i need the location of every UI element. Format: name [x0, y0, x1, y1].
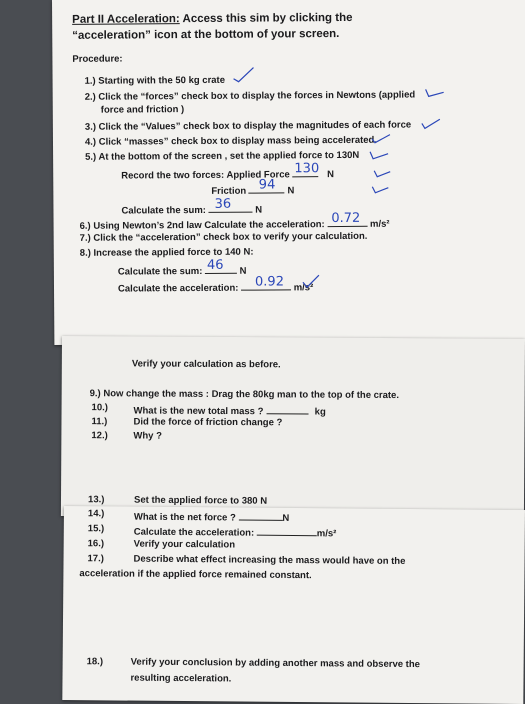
step-8: 8.) Increase the applied force to 140 N:	[79, 246, 254, 259]
worksheet-page-top	[52, 0, 525, 345]
worksheet-page-middle	[61, 336, 525, 519]
friction-blank	[249, 177, 285, 193]
sum2-blank	[205, 257, 237, 274]
accel-value: 0.72	[331, 210, 361, 227]
intro-text-2: “acceleration” icon at the bottom of your screen.	[72, 27, 340, 42]
q15-line	[134, 524, 337, 540]
step-2a: 2.) Click the “forces” check box to display the forces in Newtons (applied	[84, 89, 416, 103]
q18-number: 18.)	[86, 656, 104, 668]
sum-line	[121, 196, 263, 217]
q10-text: What is the new total mass ?	[133, 405, 264, 418]
worksheet-page-bottom	[62, 494, 525, 704]
step-3: 3.) Click the “Values” check box to display the magnitudes of each force	[84, 119, 412, 133]
q14-line	[134, 509, 290, 524]
check-mark-icon	[232, 67, 254, 83]
unit-newton: N	[327, 169, 334, 181]
check-mark-icon	[302, 274, 320, 288]
check-mark-icon	[421, 117, 441, 129]
step-6: 6.) Using Newton’s 2nd law Calculate the acceleration:	[79, 219, 325, 232]
procedure-label: Procedure:	[72, 53, 123, 65]
record-label: Record the two forces: Applied Force	[121, 169, 290, 182]
sum-label: Calculate the sum:	[121, 204, 206, 217]
sum2-line	[117, 257, 247, 278]
q14-text: What is the net force ?	[133, 511, 236, 524]
step-5: 5.) At the bottom of the screen , set the applied force to 130N	[85, 149, 360, 163]
q16-number: 16.)	[87, 538, 105, 550]
q15-blank	[257, 525, 317, 537]
q12-text: Why ?	[133, 430, 162, 442]
step-1: 1.) Starting with the 50 kg crate	[84, 74, 226, 87]
q17-text: Describe what effect increasing the mass would have on the	[133, 553, 406, 567]
unit-ms2: m/s²	[316, 528, 337, 540]
step-2b: force and friction )	[100, 104, 185, 116]
verify-text: Verify your calculation as before.	[131, 358, 281, 371]
sum-blank	[209, 196, 253, 213]
q12-number: 12.)	[91, 430, 108, 442]
unit-ms2: m/s²	[293, 282, 314, 294]
q14-blank	[238, 510, 282, 521]
sum-value: 36	[214, 196, 232, 212]
q14-number: 14.)	[87, 508, 105, 520]
check-mark-icon	[373, 168, 391, 178]
check-mark-icon	[371, 184, 389, 194]
part-heading: Part II Acceleration:	[72, 13, 180, 26]
q15-number: 15.)	[87, 523, 105, 535]
q18-text-2: resulting acceleration.	[130, 672, 232, 685]
unit-newton: N	[287, 185, 295, 197]
q10-line	[134, 402, 326, 417]
heading-line	[72, 12, 352, 26]
q10-blank	[266, 403, 308, 414]
applied-force-value: 130	[294, 161, 320, 177]
unit-newton: N	[282, 512, 290, 524]
q16-text: Verify your calculation	[133, 538, 236, 551]
unit-ms2: m/s²	[369, 218, 390, 230]
step-9: 9.) Now change the mass : Drag the 80kg man to the top of the crate.	[89, 388, 400, 402]
q13-text: Set the applied force to 380 N	[134, 494, 268, 507]
record-forces-line	[121, 161, 334, 182]
check-mark-icon	[425, 85, 445, 97]
accel2-blank	[241, 274, 291, 290]
unit-kg: kg	[314, 406, 326, 418]
accel-blank	[327, 210, 367, 227]
accel2-value: 0.92	[254, 274, 285, 290]
unit-newton: N	[239, 265, 247, 277]
step-7: 7.) Click the “acceleration” check box to verify your calculation.	[79, 230, 368, 244]
q17-text-2: acceleration if the applied force remained constant.	[79, 568, 312, 582]
sum2-value: 46	[206, 257, 224, 273]
check-mark-icon	[369, 148, 389, 160]
q15-text: Calculate the acceleration:	[133, 526, 255, 539]
intro-text-1: Access this sim by clicking the	[179, 11, 353, 26]
q13-number: 13.)	[88, 494, 105, 506]
q17-number: 17.)	[87, 553, 104, 565]
q11-number: 11.)	[91, 416, 108, 428]
accel2-label: Calculate the acceleration:	[117, 282, 239, 295]
friction-line	[211, 177, 295, 197]
accel2-line	[117, 274, 314, 295]
applied-force-blank	[292, 161, 320, 177]
friction-value: 94	[258, 177, 276, 193]
friction-label: Friction	[211, 185, 247, 197]
step-4: 4.) Click “masses” check box to display mass being accelerated.	[84, 134, 378, 148]
unit-newton: N	[255, 204, 263, 216]
sum2-label: Calculate the sum:	[117, 265, 203, 278]
q18-text: Verify your conclusion by adding another mass and observe the	[130, 656, 420, 671]
check-mark-icon	[371, 132, 391, 144]
q11-text: Did the force of friction change ?	[133, 416, 283, 429]
q10-number: 10.)	[91, 402, 108, 414]
